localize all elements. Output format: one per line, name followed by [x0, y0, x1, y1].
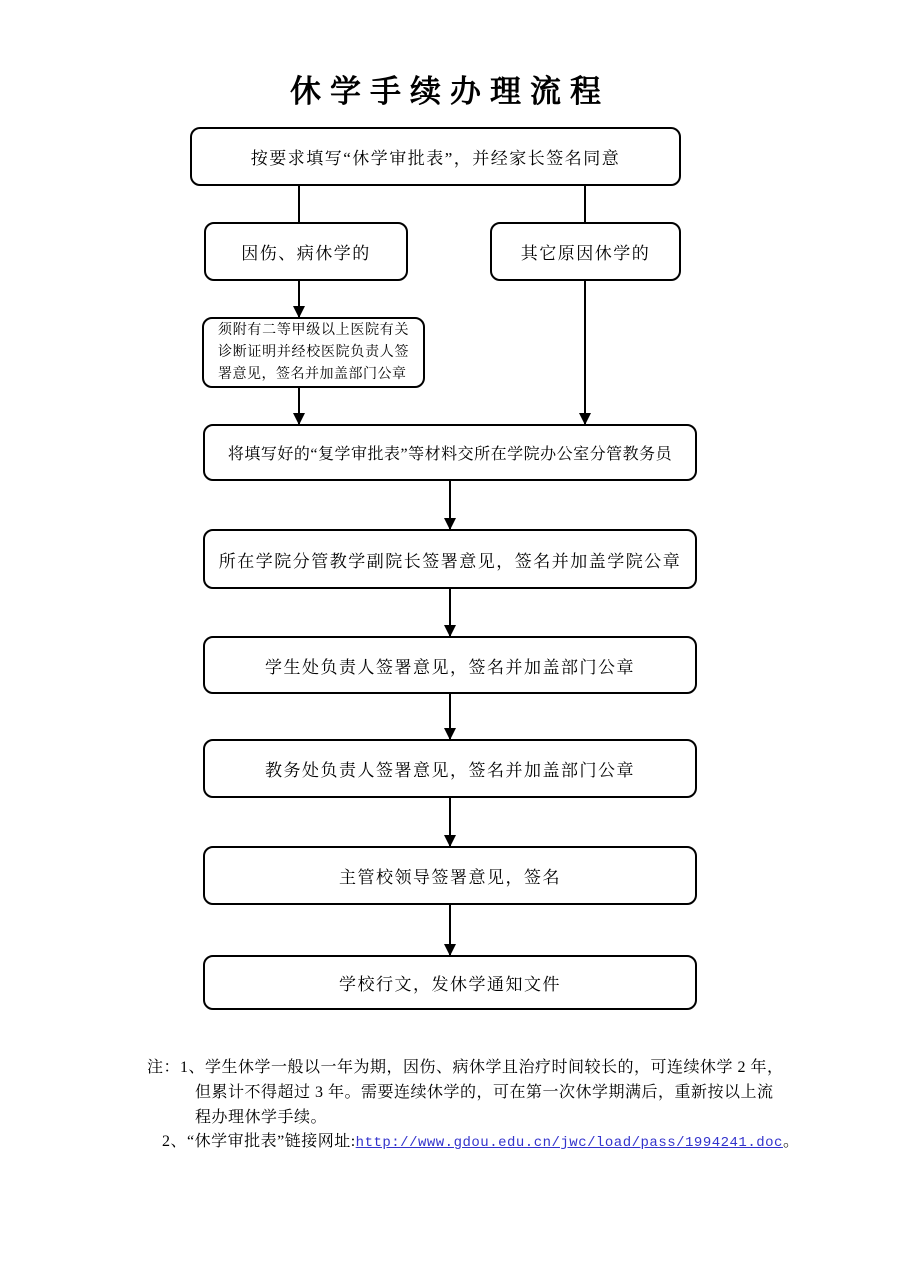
note-line-1 [147, 1054, 784, 1077]
note-line-4 [162, 1128, 799, 1151]
arrow-injury-to-hospital [298, 281, 300, 317]
note-item2-end: 。 [782, 1133, 800, 1150]
flow-node-hospital-certificate [202, 317, 425, 388]
arrow-other-to-submit [584, 281, 586, 424]
note-item1-text-line3: 程办理休学手续。 [195, 1109, 328, 1126]
flow-node-label: 按要求填写“休学审批表”，并经家长签名同意 [250, 149, 621, 168]
arrow-student-to-academic [449, 694, 451, 739]
flow-node-other-reason-leave [490, 222, 681, 281]
flow-node-college-vice-dean [203, 529, 697, 589]
note-item1-number: 1、 [180, 1059, 206, 1076]
flow-node-school-leader [203, 846, 697, 905]
arrow-submit-to-college [449, 481, 451, 529]
flow-node-academic-affairs [203, 739, 697, 798]
page-title: 休学手续办理流程 [290, 74, 610, 109]
connector-fillform-to-other [584, 186, 586, 222]
flow-node-label: 学校行文，发休学通知文件 [339, 975, 561, 994]
note-item1-text-line2: 但累计不得超过 3 年。需要连续休学的，可在第一次休学期满后，重新按以上流 [195, 1084, 774, 1101]
note-item2-label: “休学审批表”链接网址: [187, 1133, 356, 1150]
arrow-college-to-student [449, 589, 451, 636]
flow-node-fill-form [190, 127, 681, 186]
approval-form-link[interactable]: http://www.gdou.edu.cn/jwc/load/pass/1994241.doc [355, 1135, 783, 1151]
flow-node-label: 须附有二等甲级以上医院有关诊断证明并经校医院负责人签署意见，签名并加盖部门公章 [218, 322, 409, 382]
note-line-3 [195, 1104, 327, 1127]
connector-fillform-to-injury [298, 186, 300, 222]
flow-node-submit-materials [203, 424, 697, 481]
note-item1-text-line1: 学生休学一般以一年为期，因伤、病休学且治疗时间较长的，可连续休学 2 年， [205, 1059, 784, 1076]
flow-node-label: 主管校领导签署意见，签名 [339, 868, 561, 887]
note-line-2 [195, 1079, 774, 1102]
flow-node-label: 学生处负责人签署意见，签名并加盖部门公章 [265, 657, 635, 677]
flow-node-label: 因伤、病休学的 [241, 244, 371, 263]
note-item2-number: 2、 [162, 1133, 188, 1150]
flow-node-label: 所在学院分管教学副院长签署意见，签名并加盖学院公章 [218, 551, 682, 571]
flow-node-school-notice [203, 955, 697, 1010]
flow-node-student-affairs [203, 636, 697, 694]
note-label: 注： [147, 1059, 181, 1076]
arrow-hospital-to-submit [298, 388, 300, 424]
arrow-leader-to-notice [449, 905, 451, 955]
flow-node-label: 将填写好的“复学审批表”等材料交所在学院办公室分管教务员 [227, 446, 673, 463]
flow-node-label: 教务处负责人签署意见，签名并加盖部门公章 [265, 761, 635, 780]
flow-node-label: 其它原因休学的 [520, 244, 651, 263]
arrow-academic-to-leader [449, 798, 451, 846]
flow-node-injury-illness-leave [204, 222, 408, 281]
